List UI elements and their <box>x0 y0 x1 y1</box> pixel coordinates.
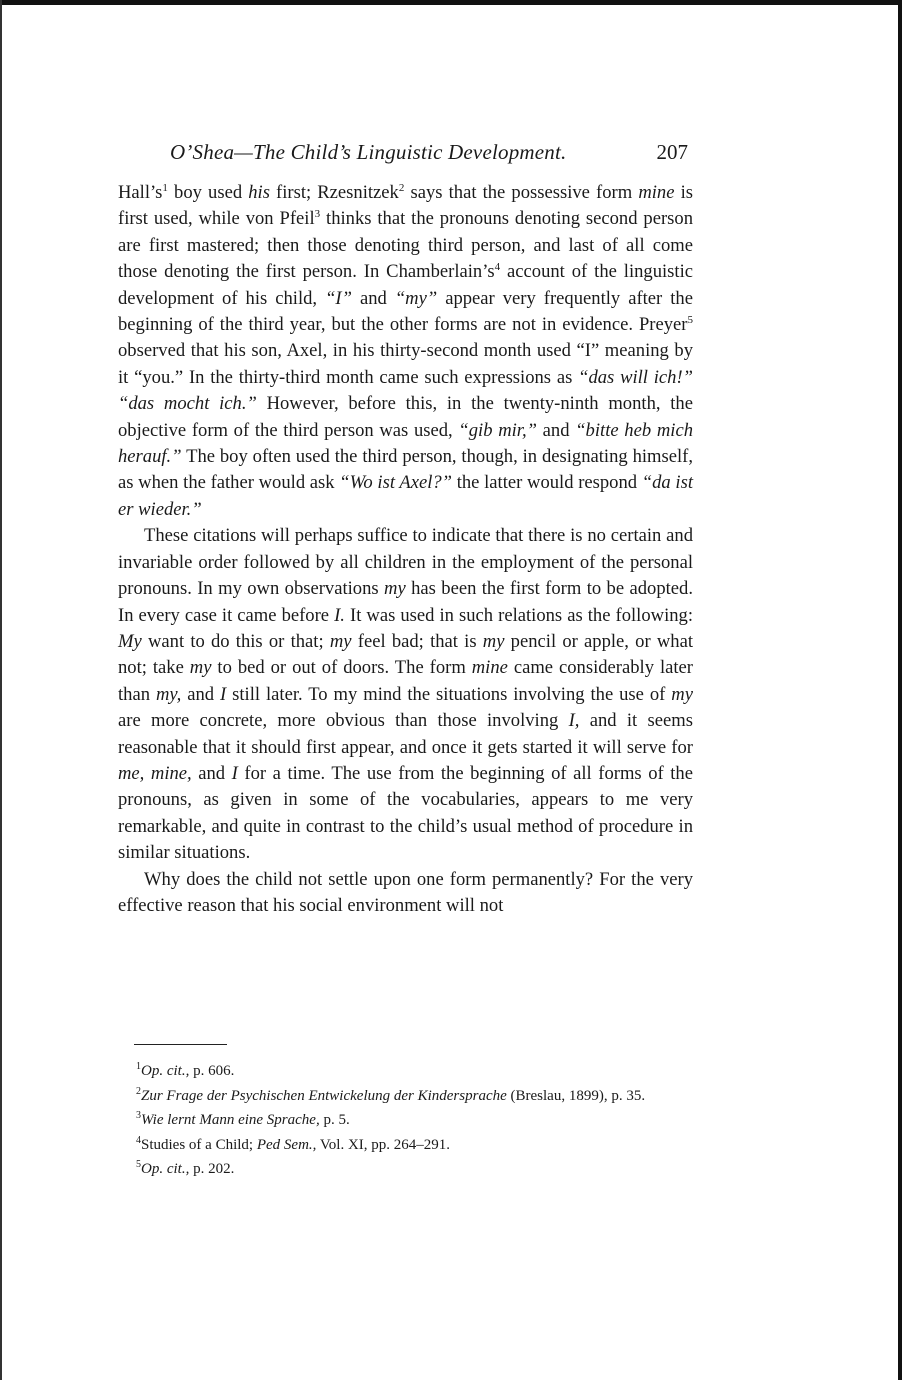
footnote-mark: 4 <box>136 1134 141 1146</box>
text-run: boy used <box>167 182 249 203</box>
footnote-citation: Ped Sem., <box>256 1136 317 1153</box>
italic-run: “my” <box>394 287 438 309</box>
italic-run: my <box>329 630 352 652</box>
italic-run: his <box>248 182 270 203</box>
italic-run: I <box>231 762 238 784</box>
italic-run: my <box>482 630 505 652</box>
footnote-mark: 2 <box>136 1085 141 1097</box>
paragraph-2 <box>118 523 693 866</box>
footnote-1 <box>118 1057 693 1082</box>
italic-run: “gib mir,” <box>458 419 537 441</box>
footnote-prefix: Studies of a Child; <box>141 1136 257 1153</box>
footnote-text: p. 606. <box>189 1063 235 1079</box>
text-run: Hall’s <box>118 182 163 203</box>
text-run: want to do this or that; <box>141 630 330 652</box>
page-header <box>118 140 693 170</box>
footnote-divider <box>134 1044 227 1045</box>
footnote-text: p. 202. <box>189 1161 235 1178</box>
footnote-mark: 1 <box>136 1061 141 1072</box>
footnote-mark: 3 <box>136 1110 141 1122</box>
text-run: came considerably later than <box>118 657 693 705</box>
text-run: These citations will perhaps suffice to indicate that there is no certain and invariable order followed by all children in the employment of the personal pronouns. In my own observations <box>118 525 693 600</box>
text-run: and <box>191 762 232 784</box>
italic-run: “bitte heb mich herauf.” <box>118 419 693 468</box>
footnote-ref: 4 <box>494 261 501 274</box>
body-text <box>118 180 693 919</box>
text-run: and <box>536 419 576 441</box>
footnote-ref: 2 <box>398 181 405 194</box>
footnote-ref: 1 <box>162 181 168 194</box>
footnote-citation: Zur Frage der Psychischen Entwickelung der Kindersprache <box>141 1087 507 1104</box>
italic-run: my <box>189 657 212 679</box>
text-run: account of the linguistic development of his child, <box>118 261 693 309</box>
text-run: thinks that the pronouns denoting second person are first mastered; then those denoting third person, and last of all come those denoting the first person. In Chamberlain’s <box>118 208 694 283</box>
footnote-text: Vol. XI, pp. 264–291. <box>316 1136 451 1153</box>
italic-run: “I” <box>325 287 352 309</box>
footnote-citation: Wie lernt Mann eine Sprache, <box>141 1112 320 1129</box>
italic-run: mine <box>638 182 675 203</box>
text-run: and <box>181 683 220 705</box>
footnote-citation: Op. cit., <box>141 1063 190 1079</box>
italic-run: me, mine, <box>118 762 192 784</box>
text-run: The boy often used the third person, though, in designating himself, as when the father would ask <box>118 446 693 494</box>
italic-run: “Wo ist Axel?” <box>339 472 453 494</box>
text-run: to bed or out of doors. The form <box>211 657 472 679</box>
text-run: and it seems reasonable that it should first appear, and once it gets started it will serve for <box>118 710 693 758</box>
footnote-text: (Breslau, 1899), p. 35. <box>506 1087 646 1104</box>
text-run: has been the first form to be adopted. In every case it came before <box>118 578 693 626</box>
text-run: the latter would respond <box>452 472 642 494</box>
italic-run: “da ist er wieder.” <box>118 472 693 520</box>
text-run: is first used, while von Pfeil <box>118 182 693 230</box>
text-run: are more concrete, more obvious than those involving <box>118 710 569 732</box>
italic-run: mine <box>471 657 508 679</box>
text-run: feel bad; that is <box>351 630 483 652</box>
italic-run: I. <box>334 604 345 626</box>
footnote-4 <box>118 1131 693 1156</box>
footnote-text: p. 5. <box>319 1112 350 1129</box>
footnote-2 <box>118 1082 693 1107</box>
paragraph-1 <box>118 180 693 523</box>
footnote-ref: 3 <box>314 208 321 221</box>
footnote-5 <box>118 1155 693 1180</box>
text-run: first; Rzesnitzek <box>269 182 399 203</box>
italic-run: my, <box>155 683 182 705</box>
page-number: 207 <box>656 140 688 164</box>
text-run: However, before this, in the twenty-ninth month, the objective form of the third person was used, <box>118 393 693 441</box>
text-run: It was used in such relations as the following: <box>344 604 693 626</box>
paragraph-3: Why does the child not settle upon one form permanently? For the very effective reason that his social environment will not <box>118 868 693 916</box>
italic-run: “das will ich!” “das mocht ich.” <box>118 366 693 415</box>
text-run: for a time. The use from the beginning of all forms of the pronouns, as given in some of the vocabularies, appears to me very remarkable, and quite in contrast to the child’s usual method of procedure in similar situations. <box>118 762 693 864</box>
footnote-ref: 5 <box>687 313 693 326</box>
running-title: O’Shea—The Child’s Linguistic Development. <box>170 140 567 164</box>
italic-run: I <box>220 683 227 705</box>
footnote-mark: 5 <box>136 1159 141 1171</box>
footnote-citation: Op. cit., <box>141 1161 190 1178</box>
scan-right-edge <box>898 0 902 1380</box>
text-run: still later. To my mind the situations involving the use of <box>226 683 672 705</box>
text-run: observed that his son, Axel, in his thirty-second month used “I” meaning by it “you.” In the thirty-third month came such expressions as <box>118 340 693 388</box>
italic-run: my <box>384 578 406 600</box>
text-run: says that the possessive form <box>404 182 639 203</box>
text-run: appear very frequently after the beginning of the third year, but the other forms are not in evidence. Preyer <box>118 287 693 336</box>
scan-top-edge <box>0 0 902 5</box>
italic-run: My <box>118 630 142 652</box>
footnote-3 <box>118 1106 693 1131</box>
footnotes <box>118 1057 693 1180</box>
text-run: and <box>351 287 395 309</box>
scan-left-edge <box>0 0 2 1380</box>
text-run: pencil or apple, or what not; take <box>118 630 694 679</box>
italic-run: I, <box>568 710 580 732</box>
italic-run: my <box>671 683 693 705</box>
